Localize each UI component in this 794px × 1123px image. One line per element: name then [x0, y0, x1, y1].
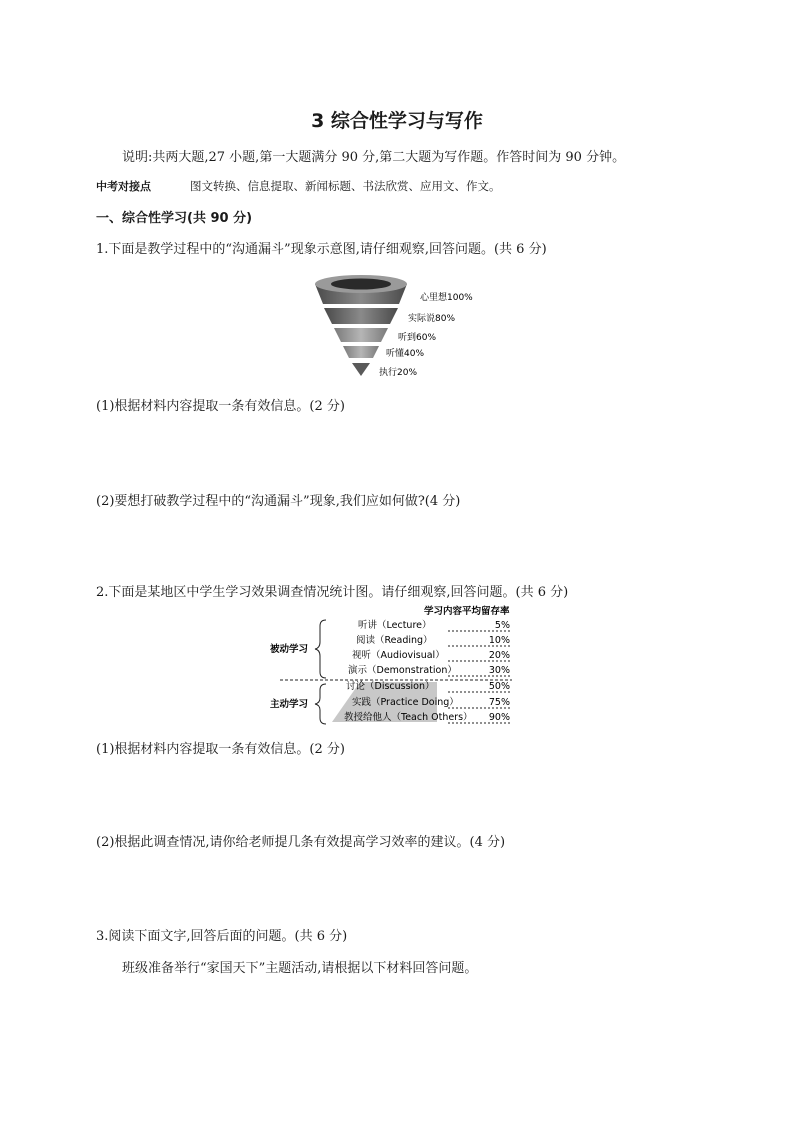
retention-rows: [344, 619, 512, 723]
question-2-sub-2: (2)根据此调查情况,请你给老师提几条有效提高学习效率的建议。(4 分): [96, 835, 506, 850]
exam-points-label: 中考对接点: [96, 180, 151, 193]
funnel-layer-4: [343, 346, 379, 358]
instructions: 说明:共两大题,27 小题,第一大题满分 90 分,第二大题为写作题。作答时间为 90 分钟。: [122, 150, 626, 165]
retention-rate-4: 30%: [488, 665, 510, 676]
funnel-label-5: 执行20%: [379, 368, 418, 378]
funnel-label-1: 心里想100%: [420, 293, 473, 303]
passive-learning-label: 被动学习: [270, 644, 309, 655]
retention-rate-7: 90%: [488, 712, 510, 723]
question-1-stem: 1.下面是教学过程中的“沟通漏斗”现象示意图,请仔细观察,回答问题。(共 6 分): [96, 242, 547, 257]
question-3-paragraph: 班级准备举行“家国天下”主题活动,请根据以下材料回答问题。: [122, 961, 478, 976]
learning-retention-chart: [262, 600, 532, 728]
funnel-layer-1: [315, 275, 407, 304]
retention-rate-6: 75%: [488, 697, 510, 708]
retention-method-5: 讨论（Discussion）: [346, 681, 435, 692]
active-learning-label: 主动学习: [270, 699, 309, 710]
funnel-label-4: 听懂40%: [386, 349, 425, 359]
retention-method-1: 听讲（Lecture）: [358, 620, 432, 631]
communication-funnel-diagram: [300, 268, 500, 384]
funnel-label-2: 实际说80%: [408, 314, 456, 324]
active-learning-brace: [315, 684, 326, 724]
question-1-sub-1: (1)根据材料内容提取一条有效信息。(2 分): [96, 399, 345, 414]
chart-title: 学习内容平均留存率: [424, 606, 510, 617]
section-heading: 一、综合性学习(共 90 分): [96, 211, 253, 226]
retention-method-3: 视听（Audiovisual）: [352, 650, 445, 661]
funnel-layer-2: [324, 308, 398, 324]
retention-method-2: 阅读（Reading）: [356, 635, 433, 646]
exam-points-text: 图文转换、信息提取、新闻标题、书法欣赏、应用文、作文。: [190, 179, 501, 193]
retention-method-7: 教授给他人（Teach Others）: [344, 712, 473, 723]
funnel-layer-3: [334, 328, 388, 342]
question-2-stem: 2.下面是某地区中学生学习效果调查情况统计图。请仔细观察,回答问题。(共 6 分): [96, 585, 569, 600]
question-1-sub-2: (2)要想打破教学过程中的“沟通漏斗”现象,我们应如何做?(4 分): [96, 494, 461, 509]
page-title: 3 综合性学习与写作: [311, 110, 483, 132]
retention-method-6: 实践（Practice Doing）: [352, 697, 459, 708]
retention-rate-2: 10%: [488, 635, 510, 646]
retention-rate-1: 5%: [494, 620, 510, 631]
retention-rate-5: 50%: [488, 681, 510, 692]
question-3-stem: 3.阅读下面文字,回答后面的问题。(共 6 分): [96, 929, 348, 944]
passive-learning-brace: [315, 620, 326, 678]
retention-rate-3: 20%: [488, 650, 510, 661]
funnel-layer-5: [352, 363, 370, 376]
funnel-label-3: 听到60%: [398, 333, 437, 343]
question-2-sub-1: (1)根据材料内容提取一条有效信息。(2 分): [96, 742, 345, 757]
retention-method-4: 演示（Demonstration）: [348, 665, 457, 676]
